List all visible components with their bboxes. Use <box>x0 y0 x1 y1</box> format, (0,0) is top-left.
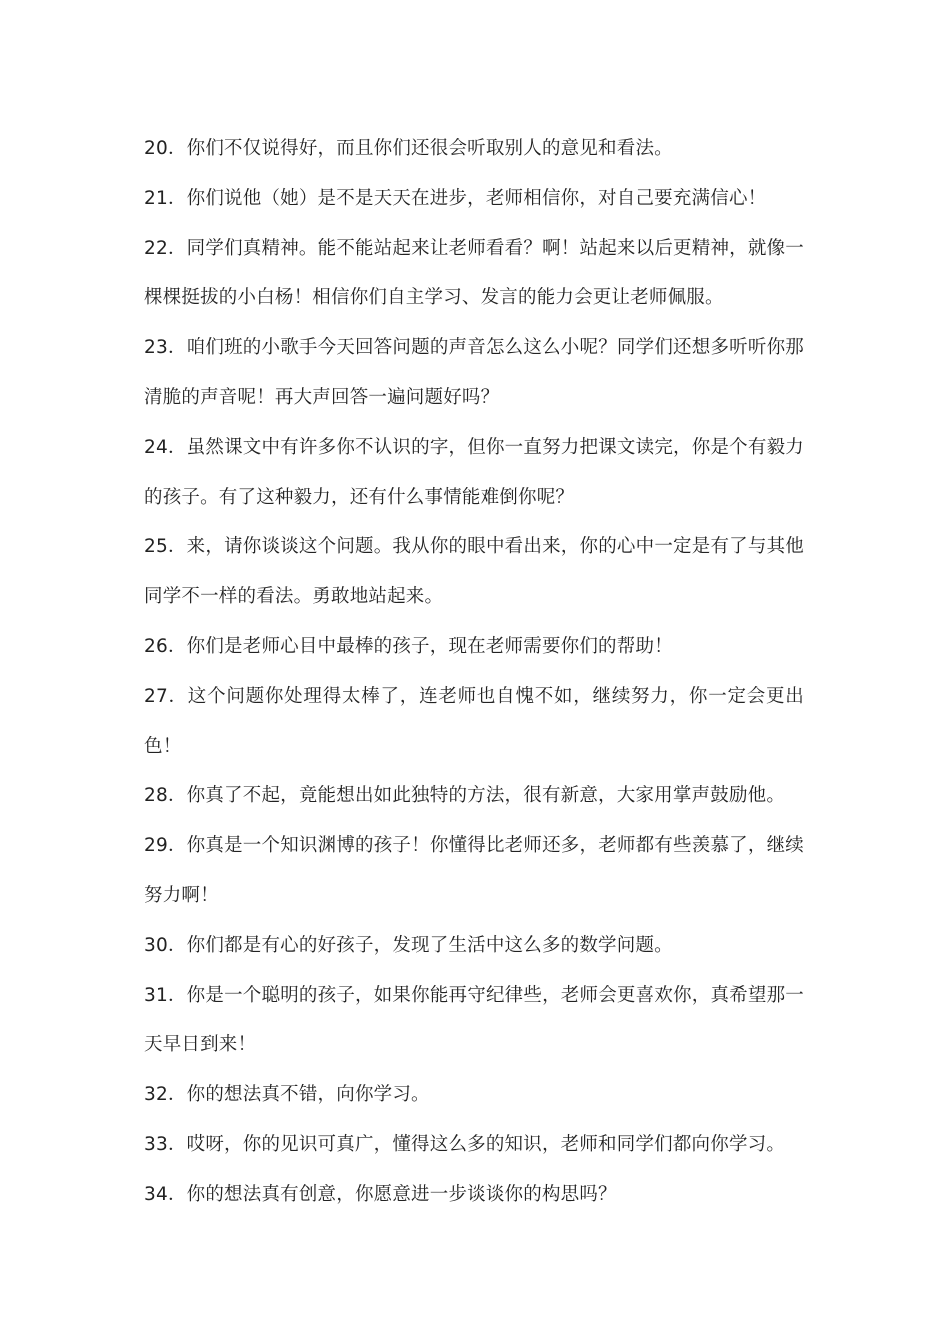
paragraph-26: 26．你们是老师心目中最棒的孩子，现在老师需要你们的帮助！ <box>144 635 673 657</box>
paragraph-29: 29．你真是一个知识渊博的孩子！你懂得比老师还多，老师都有些羡慕了，继续努力啊！ <box>144 835 804 906</box>
paragraph-27: 27．这个问题你处理得太棒了，连老师也自愧不如，继续努力，你一定会更出色！ <box>144 685 804 757</box>
paragraph-21: 21．你们说他（她）是不是天天在进步，老师相信你，对自己要充满信心！ <box>144 187 767 209</box>
paragraph-22: 22．同学们真精神。能不能站起来让老师看看？啊！站起来以后更精神，就像一棵棵挺拔的小白杨！相信你们自主学习、发言的能力会更让老师佩服。 <box>144 237 804 309</box>
paragraph-32: 32．你的想法真不错，向你学习。 <box>144 1084 430 1106</box>
paragraph-28: 28．你真了不起，竟能想出如此独特的方法，很有新意，大家用掌声鼓励他。 <box>144 785 786 807</box>
paragraph-34: 34．你的想法真有创意，你愿意进一步谈谈你的构思吗？ <box>144 1183 617 1205</box>
paragraph-33: 33．哎呀，你的见识可真广，懂得这么多的知识，老师和同学们都向你学习。 <box>144 1133 786 1155</box>
paragraph-25: 25．来，请你谈谈这个问题。我从你的眼中看出来，你的心中一定是有了与其他同学不一样的看法。勇敢地站起来。 <box>144 536 804 608</box>
paragraph-30: 30．你们都是有心的好孩子，发现了生活中这么多的数学问题。 <box>144 934 673 956</box>
paragraph-20: 20．你们不仅说得好，而且你们还很会听取别人的意见和看法。 <box>144 138 673 159</box>
paragraph-24: 24．虽然课文中有许多你不认识的字，但你一直努力把课文读完，你是个有毅力的孩子。有了这种毅力，还有什么事情能难倒你呢？ <box>144 436 804 508</box>
paragraph-31: 31．你是一个聪明的孩子，如果你能再守纪律些，老师会更喜欢你，真希望那一天早日到来！ <box>144 984 804 1056</box>
document-body <box>144 124 804 1220</box>
paragraph-23: 23．咱们班的小歌手今天回答问题的声音怎么这么小呢？同学们还想多听听你那清脆的声音呢！再大声回答一遍问题好吗？ <box>144 337 804 408</box>
